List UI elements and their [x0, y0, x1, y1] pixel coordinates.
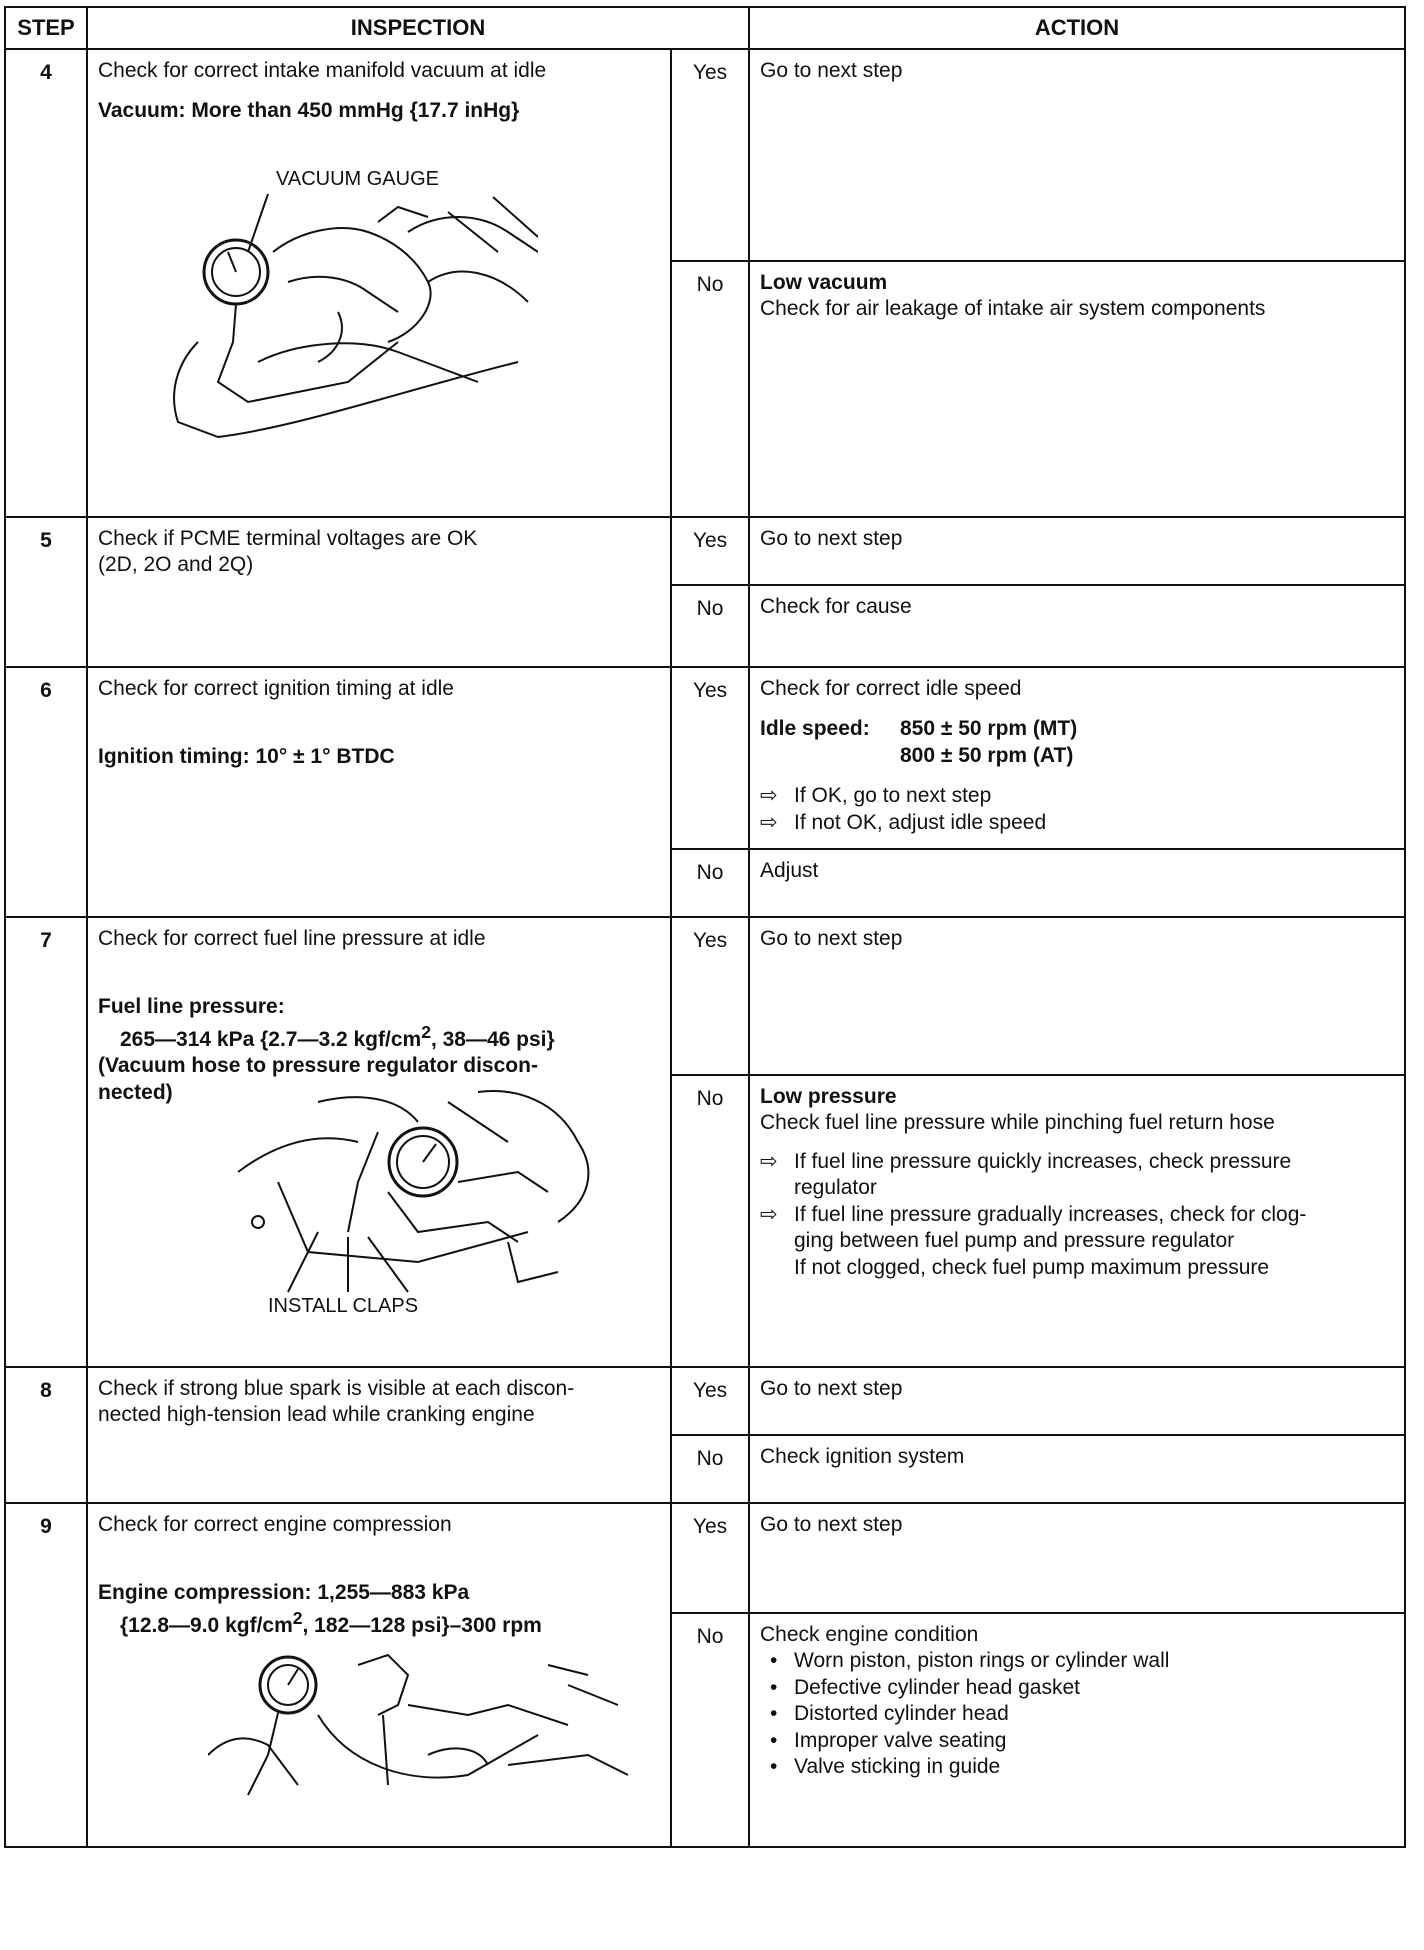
step-6-yes-row	[5, 667, 1405, 849]
spec-title: Fuel line pressure:	[98, 995, 285, 1019]
no-action: Check fuel line pressure while pinching fuel return hose	[760, 1111, 1275, 1135]
idle-mt: 850 ± 50 rpm (MT)	[900, 717, 1078, 741]
step-number: 7	[5, 917, 87, 1367]
vacuum-spec: Vacuum: More than 450 mmHg {17.7 inHg}	[98, 99, 520, 123]
idle-at: 800 ± 50 rpm (AT)	[900, 743, 1074, 767]
step-number: 9	[5, 1503, 87, 1847]
step-8-yes-row	[5, 1367, 1405, 1435]
list-item: • Improper valve seating	[760, 1728, 1394, 1754]
step-number: 6	[5, 667, 87, 917]
arrow-icon: ⇨	[760, 1149, 778, 1173]
step-number: 8	[5, 1367, 87, 1503]
yes-action: Go to next step	[749, 1367, 1405, 1435]
arrow-icon: ⇨	[760, 1202, 778, 1226]
step-number: 4	[5, 49, 87, 517]
idle-speed-spec	[760, 716, 1394, 769]
inspection-text-2: (2D, 2O and 2Q)	[98, 553, 254, 577]
yes-label: Yes	[671, 517, 749, 585]
step-8-inspection	[87, 1367, 671, 1503]
no-action: Adjust	[749, 849, 1405, 917]
no-action: Check for cause	[749, 585, 1405, 667]
no-label: No	[671, 1075, 749, 1367]
step-9-yes-row	[5, 1503, 1405, 1613]
inspection-text: Check for correct engine compression	[98, 1513, 452, 1536]
no-label: No	[671, 849, 749, 917]
no-label: No	[671, 585, 749, 667]
yes-label: Yes	[671, 667, 749, 849]
compression-spec	[98, 1580, 660, 1639]
yes-action: Go to next step	[749, 517, 1405, 585]
idle-label: Idle speed:	[760, 717, 870, 741]
no-action: Check engine condition	[760, 1623, 979, 1646]
header-step: STEP	[5, 7, 87, 49]
figure-label: INSTALL CLAPS	[268, 1295, 419, 1315]
header-row	[5, 7, 1405, 49]
no-action-cell	[749, 1075, 1405, 1367]
inspection-text: Check for correct fuel line pressure at idle	[98, 927, 486, 950]
step-5-inspection	[87, 517, 671, 667]
list-item: • Worn piston, piston rings or cylinder wall	[760, 1648, 1394, 1674]
cause-list	[760, 1648, 1394, 1780]
no-action-cell	[749, 261, 1405, 517]
step-number: 5	[5, 517, 87, 667]
list-item: • Valve sticking in guide	[760, 1754, 1394, 1780]
step-9-inspection	[87, 1503, 671, 1847]
ok-note: ⇨ If OK, go to next step	[760, 783, 1394, 809]
yes-action: Go to next step	[749, 1503, 1405, 1613]
no-title: Low pressure	[760, 1085, 897, 1108]
inspection-text: Check if PCME terminal voltages are OK	[98, 527, 478, 550]
header-inspection: INSPECTION	[87, 7, 749, 49]
yes-action: Go to next step	[749, 49, 1405, 261]
no-label: No	[671, 261, 749, 517]
no-label: No	[671, 1435, 749, 1503]
step-4-inspection	[87, 49, 671, 517]
spec-line-2: (Vacuum hose to pressure regulator discon-	[98, 1054, 538, 1078]
no-label: No	[671, 1613, 749, 1847]
step-7-yes-row	[5, 917, 1405, 1075]
yes-action-cell	[749, 667, 1405, 849]
no-title: Low vacuum	[760, 271, 888, 294]
step-4-yes-row	[5, 49, 1405, 261]
idle-values	[900, 716, 1077, 769]
list-item: • Defective cylinder head gasket	[760, 1675, 1394, 1701]
troubleshooting-page	[4, 6, 1404, 1848]
spec-line-1: Engine compression: 1,255—883 kPa	[98, 1581, 470, 1605]
inspection-text: Check for correct intake manifold vacuum at idle	[98, 59, 547, 82]
step-7-inspection	[87, 917, 671, 1367]
no-action: Check for air leakage of intake air system components	[760, 297, 1266, 321]
step-6-inspection	[87, 667, 671, 917]
yes-label: Yes	[671, 917, 749, 1075]
yes-action: Go to next step	[749, 917, 1405, 1075]
spec-line-2: {12.8—9.0 kgf/$cm^2$, 182—128 psi}–300 rpm	[120, 1607, 542, 1637]
spec-line-3: nected)	[98, 1080, 173, 1104]
figure-label: VACUUM GAUGE	[276, 167, 439, 190]
no-action-cell	[749, 1613, 1405, 1847]
gradual-increase-note: ⇨ If fuel line pressure gradually increases, check for clog- ging between fuel pump and pressure regulator If not clogged, check fuel pump maximum pressure	[760, 1202, 1307, 1279]
yes-action: Check for correct idle speed	[760, 677, 1022, 700]
yes-label: Yes	[671, 1367, 749, 1435]
inspection-text: Check if strong blue spark is visible at each discon-	[98, 1377, 575, 1400]
troubleshooting-table	[4, 6, 1406, 1848]
inspection-text-2: nected high-tension lead while cranking engine	[98, 1403, 535, 1427]
fuel-pressure-gauge-illustration	[218, 1082, 658, 1314]
vacuum-gauge-illustration	[98, 192, 538, 442]
spec-line-1: 265—314 kPa {2.7—3.2 kgf/$cm^2$, 38—46 psi}	[120, 1021, 555, 1051]
header-action: ACTION	[749, 7, 1405, 49]
inspection-text: Check for correct ignition timing at idle	[98, 677, 454, 700]
list-item: • Distorted cylinder head	[760, 1701, 1394, 1727]
compression-gauge-illustration	[208, 1645, 648, 1805]
step-5-yes-row	[5, 517, 1405, 585]
yes-label: Yes	[671, 49, 749, 261]
no-action: Check ignition system	[749, 1435, 1405, 1503]
arrow-icon: ⇨	[760, 810, 778, 834]
timing-spec: Ignition timing: 10° ± 1° BTDC	[98, 745, 395, 769]
arrow-icon: ⇨	[760, 784, 778, 808]
yes-label: Yes	[671, 1503, 749, 1613]
quick-increase-note: ⇨ If fuel line pressure quickly increases, check pressure regulator	[760, 1149, 1292, 1200]
not-ok-note: ⇨ If not OK, adjust idle speed	[760, 810, 1394, 836]
